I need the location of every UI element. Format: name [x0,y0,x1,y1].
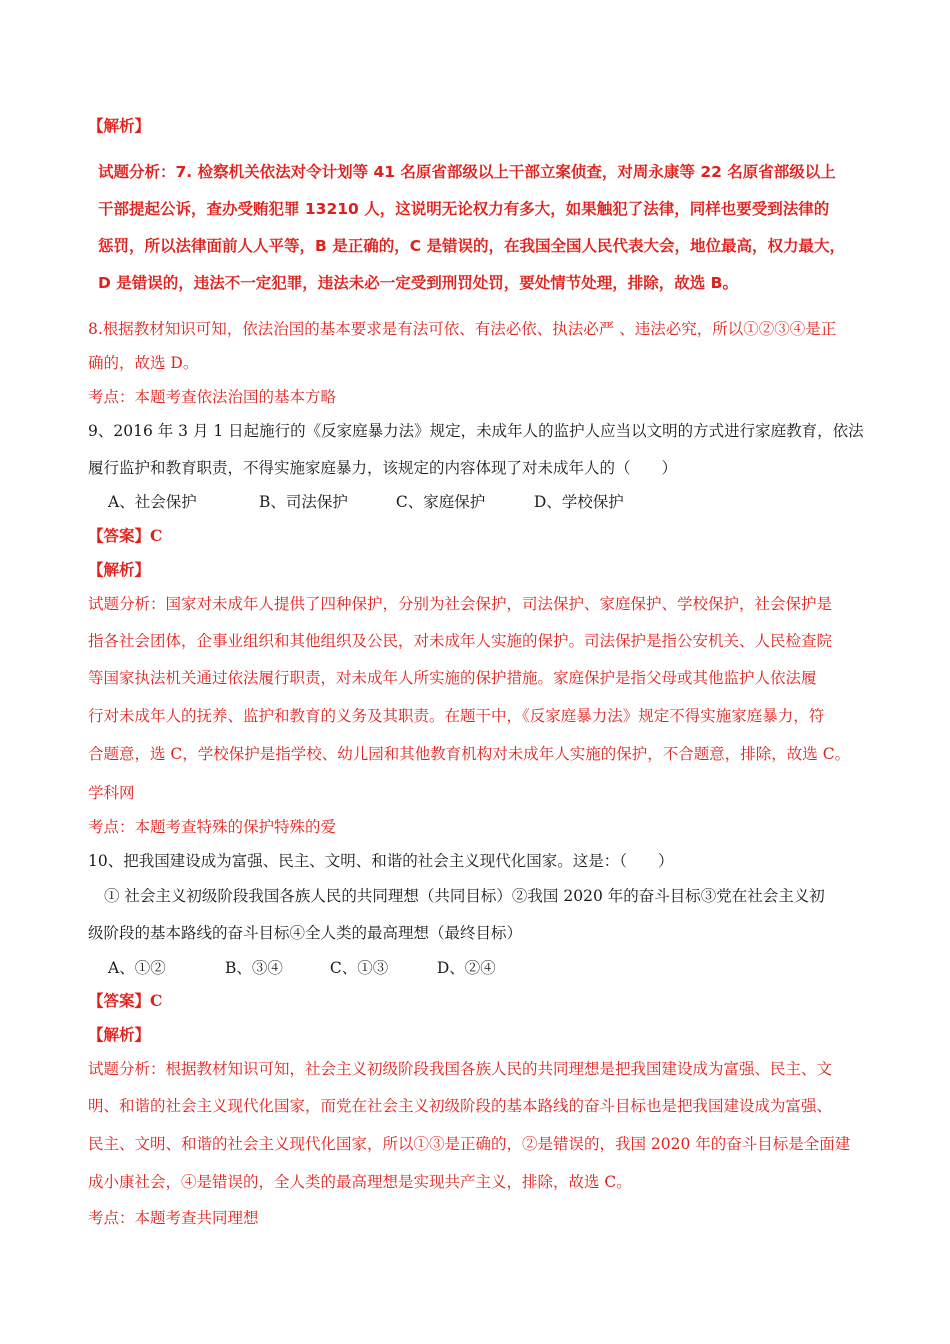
q10-analysis-line-4: 成小康社会，④是错误的，全人类的最高理想是实现共产主义，排除，故选 C。 [88,1173,632,1191]
q9-analysis-line-1: 试题分析：国家对未成年人提供了四种保护，分别为社会保护，司法保护、家庭保护、学校保护，社会保护是 [88,595,833,613]
q7-analysis-line-1: 试题分析：7. 检察机关依法对令计划等 41 名原省部级以上干部立案侦查，对周永康等 22 名原省部级以上 [98,163,836,181]
q9-analysis-line-3: 等国家执法机关通过依法履行职责，对未成年人所实施的保护措施。家庭保护是指父母或其他监护人依法履 [88,669,817,687]
q10-answer: 【答案】C [88,991,163,1010]
q9-option-d: D、学校保护 [533,493,624,511]
q7-analysis-line-2: 干部提起公诉，查办受贿犯罪 13210 人，这说明无论权力有多大，如果触犯了法律，同样也要受到法律的 [98,200,830,218]
q10-jiexi-heading: 【解析】 [88,1025,151,1044]
q9-jiexi-heading: 【解析】 [88,560,151,579]
q9-stem-line-1: 9、2016 年 3 月 1 日起施行的《反家庭暴力法》规定，未成年人的监护人应当以文明的方式进行家庭教育，依法 [88,422,864,440]
q10-option-a: A、①② [108,959,166,977]
q7-jiexi-heading: 【解析】 [88,116,151,135]
q9-option-b: B、司法保护 [258,493,348,511]
q8-analysis-line-2: 确的，故选 D。 [88,354,199,372]
q10-option-b: B、③④ [224,959,283,977]
q10-option-d: D、②④ [436,959,496,977]
q9-answer: 【答案】C [88,526,163,545]
q8-kaodian: 考点：本题考查依法治国的基本方略 [88,388,337,406]
q10-stem: 10、把我国建设成为富强、民主、文明、和谐的社会主义现代化国家。这是：（ ） [88,852,674,870]
q8-analysis-line-1: 8.根据教材知识可知，依法治国的基本要求是有法可依、有法必依、执法必严 、违法必究，所以①②③④是正 [88,320,837,338]
q9-kaodian: 考点：本题考查特殊的保护特殊的爱 [88,818,337,836]
q9-option-c: C、家庭保护 [395,493,486,511]
q9-options [108,491,624,513]
q10-analysis-line-2: 明、和谐的社会主义现代化国家，而党在社会主义初级阶段的基本路线的奋斗目标也是把我国建设成为富强、 [88,1097,833,1115]
q7-analysis-line-4: D 是错误的，违法不一定犯罪，违法未必一定受到刑罚处罚，要处情节处理，排除，故选 B。 [98,274,738,292]
q9-analysis-line-2: 指各社会团体，企事业组织和其他组织及公民，对未成年人实施的保护。司法保护是指公安机关、人民检查院 [88,632,833,650]
q10-kaodian: 考点：本题考查共同理想 [88,1209,259,1227]
q9-source: 学科网 [88,784,135,802]
q10-analysis-line-1: 试题分析：根据教材知识可知，社会主义初级阶段我国各族人民的共同理想是把我国建设成为富强、民主、文 [88,1060,833,1078]
q9-analysis-line-5: 合题意，选 C，学校保护是指学校、幼儿园和其他教育机构对未成年人实施的保护，不合题意，排除，故选 C。 [88,745,851,763]
q10-items-line-2: 级阶段的基本路线的奋斗目标④全人类的最高理想（最终目标） [88,924,523,942]
q9-stem-line-2: 履行监护和教育职责，不得实施家庭暴力，该规定的内容体现了对未成年人的（ ） [88,459,678,477]
q9-option-a: A、社会保护 [108,493,197,511]
q7-analysis-line-3: 惩罚，所以法律面前人人平等，B 是正确的，C 是错误的，在我国全国人民代表大会，地位最高，权力最大， [98,237,845,255]
q10-option-c: C、①③ [329,959,389,977]
q10-items-line-1: ① 社会主义初级阶段我国各族人民的共同理想（共同目标）②我国 2020 年的奋斗目标③党在社会主义初 [104,887,825,905]
q10-options [108,957,496,979]
q10-analysis-line-3: 民主、文明、和谐的社会主义现代化国家，所以①③是正确的，②是错误的，我国 2020 年的奋斗目标是全面建 [88,1135,851,1153]
q9-analysis-line-4: 行对未成年人的抚养、监护和教育的义务及其职责。在题干中，《反家庭暴力法》规定不得实施家庭暴力，符 [88,707,825,725]
